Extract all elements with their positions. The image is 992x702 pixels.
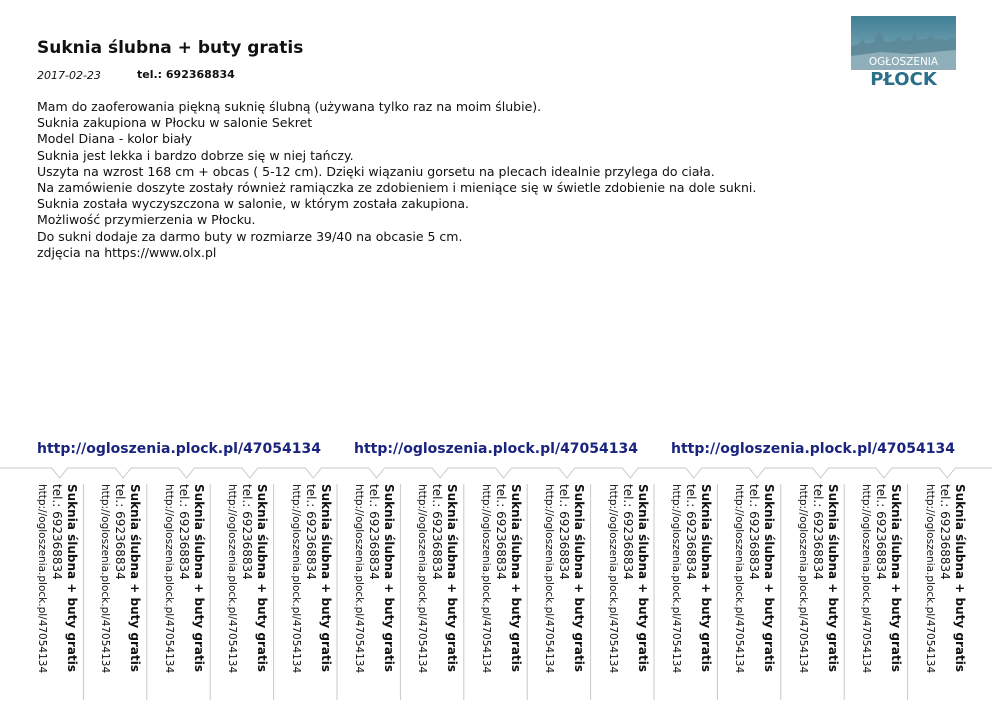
strip-phone: tel.: 692368834 (747, 484, 762, 580)
strip-phone: tel.: 692368834 (810, 484, 825, 580)
strip-url: http://ogloszenia.plock.pl/47054134 (796, 484, 809, 674)
tear-off-strips (0, 480, 992, 702)
strip-phone: tel.: 692368834 (557, 484, 572, 580)
tear-off-strip-content (274, 484, 334, 674)
strip-title: Suknia ślubna + buty gratis (699, 484, 713, 673)
strip-title: Suknia ślubna + buty gratis (825, 484, 840, 673)
tear-off-strip-content (83, 484, 143, 674)
strip-url: http://ogloszenia.plock.pl/47054134 (416, 484, 429, 674)
tear-off-strip-content (908, 484, 968, 674)
strip-phone: tel.: 692368834 (493, 484, 508, 580)
ad-description (37, 99, 837, 261)
tear-off-strip (20, 484, 83, 674)
tear-off-strip-content (527, 484, 587, 674)
tear-off-strip-content (464, 484, 524, 674)
strip-phone: tel.: 692368834 (176, 484, 191, 580)
strip-url: http://ogloszenia.plock.pl/47054134 (733, 484, 746, 674)
tear-off-strip (844, 484, 907, 674)
tear-off-strip (464, 484, 527, 674)
tear-off-strip-content (591, 484, 651, 674)
strip-title: Suknia ślubna + buty gratis (318, 484, 333, 673)
description-line: Suknia została wyczyszczona w salonie, w którym została zakupiona. (37, 196, 470, 212)
tear-off-strip-content (844, 484, 904, 674)
description-line: Suknia zakupiona w Płocku w salonie Sekret (37, 115, 313, 131)
strip-phone: tel.: 692368834 (874, 484, 889, 580)
strip-url: http://ogloszenia.plock.pl/47054134 (36, 484, 48, 674)
strip-url: http://ogloszenia.plock.pl/47054134 (162, 484, 175, 674)
strip-phone: tel.: 692368834 (113, 484, 128, 580)
tear-off-strip (210, 484, 273, 674)
strip-url: http://ogloszenia.plock.pl/47054134 (289, 484, 302, 674)
strip-url: http://ogloszenia.plock.pl/47054134 (923, 484, 936, 674)
strip-phone: tel.: 692368834 (684, 484, 698, 580)
ad-url-link[interactable]: http://ogloszenia.plock.pl/47054134 (37, 441, 321, 457)
tear-off-strip (717, 484, 780, 674)
tear-off-strip (83, 484, 146, 674)
strip-url: http://ogloszenia.plock.pl/47054134 (353, 484, 365, 674)
strip-title: Suknia ślubna + buty gratis (762, 484, 777, 673)
strip-title: Suknia ślubna + buty gratis (572, 484, 587, 673)
tear-off-strip (274, 484, 337, 674)
tear-off-strip (527, 484, 590, 674)
strip-url: http://ogloszenia.plock.pl/47054134 (606, 484, 619, 674)
description-line: Uszyta na wzrost 168 cm + obcas ( 5-12 cm). Dzięki wiązaniu gorsetu na plecach idealnie przylega do ciała. (37, 163, 715, 179)
description-line: Mam do zaoferowania piękną suknię ślubną (używana tylko raz na moim ślubie). (37, 99, 542, 114)
tear-off-strip-content (210, 484, 270, 674)
ad-date: 2017-02-23 (37, 69, 101, 82)
description-line: zdjęcia na https://www.olx.pl (37, 244, 217, 260)
ad-phone: tel.: 692368834 (137, 68, 235, 81)
tear-off-top-edge (0, 468, 992, 478)
tear-off-strip (908, 484, 971, 674)
strip-title: Suknia ślubna + buty gratis (508, 484, 523, 673)
tear-off-strip (337, 484, 400, 674)
strip-phone: tel.: 692368834 (620, 484, 635, 580)
tear-off-strip-content (20, 484, 80, 674)
strip-phone: tel.: 692368834 (430, 484, 445, 580)
strip-url: http://ogloszenia.plock.pl/47054134 (226, 484, 239, 674)
tear-off-strip-content (781, 484, 841, 674)
logo-skyline-image (851, 16, 956, 70)
tear-off-strip-content (717, 484, 777, 674)
tear-off-strip (781, 484, 844, 674)
description-line: Na zamówienie doszyte zostały również ramiączka ze zdobieniem i mieniące się w świetle zdobienie na dole sukni. (37, 180, 757, 196)
tear-off-strip (400, 484, 463, 674)
ad-url-link[interactable]: http://ogloszenia.plock.pl/47054134 (671, 441, 955, 457)
strip-url: http://ogloszenia.plock.pl/47054134 (860, 484, 873, 674)
strip-title: Suknia ślubna + buty gratis (889, 484, 904, 673)
ogloszenia-plock-logo (851, 16, 956, 92)
strip-url: http://ogloszenia.plock.pl/47054134 (479, 484, 492, 674)
strip-url: http://ogloszenia.plock.pl/47054134 (670, 484, 682, 674)
tear-off-strip (591, 484, 654, 674)
logo-city: PŁOCK (870, 69, 937, 90)
ad-url-link[interactable]: http://ogloszenia.plock.pl/47054134 (354, 441, 638, 457)
strip-title: Suknia ślubna + buty gratis (445, 484, 460, 673)
tear-off-strip-content (654, 484, 714, 674)
strip-phone: tel.: 692368834 (937, 484, 952, 580)
strip-title: Suknia ślubna + buty gratis (635, 484, 650, 673)
logo-top-text: OGŁOSZENIA (868, 56, 939, 68)
description-line: Do sukni dodaje za darmo buty w rozmiarze 39/40 na obcasie 5 cm. (37, 228, 463, 244)
tear-off-strip-content (147, 484, 207, 674)
strip-url: http://ogloszenia.plock.pl/47054134 (543, 484, 556, 674)
tear-off-strip (654, 484, 717, 674)
tear-off-strip-content (337, 484, 397, 674)
strip-title: Suknia ślubna + buty gratis (128, 484, 143, 673)
description-line: Model Diana - kolor biały (37, 131, 192, 147)
strip-phone: tel.: 692368834 (240, 484, 255, 580)
tear-off-strip-content (400, 484, 460, 674)
description-line: Suknia jest lekka i bardzo dobrze się w niej tańczy. (37, 147, 354, 163)
strip-title: Suknia ślubna + buty gratis (382, 484, 396, 673)
strip-phone: tel.: 692368834 (367, 484, 381, 580)
strip-title: Suknia ślubna + buty gratis (952, 484, 967, 673)
strip-title: Suknia ślubna + buty gratis (255, 484, 270, 673)
strip-url: http://ogloszenia.plock.pl/47054134 (99, 484, 112, 674)
strip-title: Suknia ślubna + buty gratis (65, 484, 79, 673)
strip-phone: tel.: 692368834 (50, 484, 64, 580)
strip-phone: tel.: 692368834 (303, 484, 318, 580)
description-line: Możliwość przymierzenia w Płocku. (37, 212, 256, 228)
tear-off-strip (147, 484, 210, 674)
strip-title: Suknia ślubna + buty gratis (191, 484, 206, 673)
ad-title: Suknia ślubna + buty gratis (37, 38, 304, 58)
